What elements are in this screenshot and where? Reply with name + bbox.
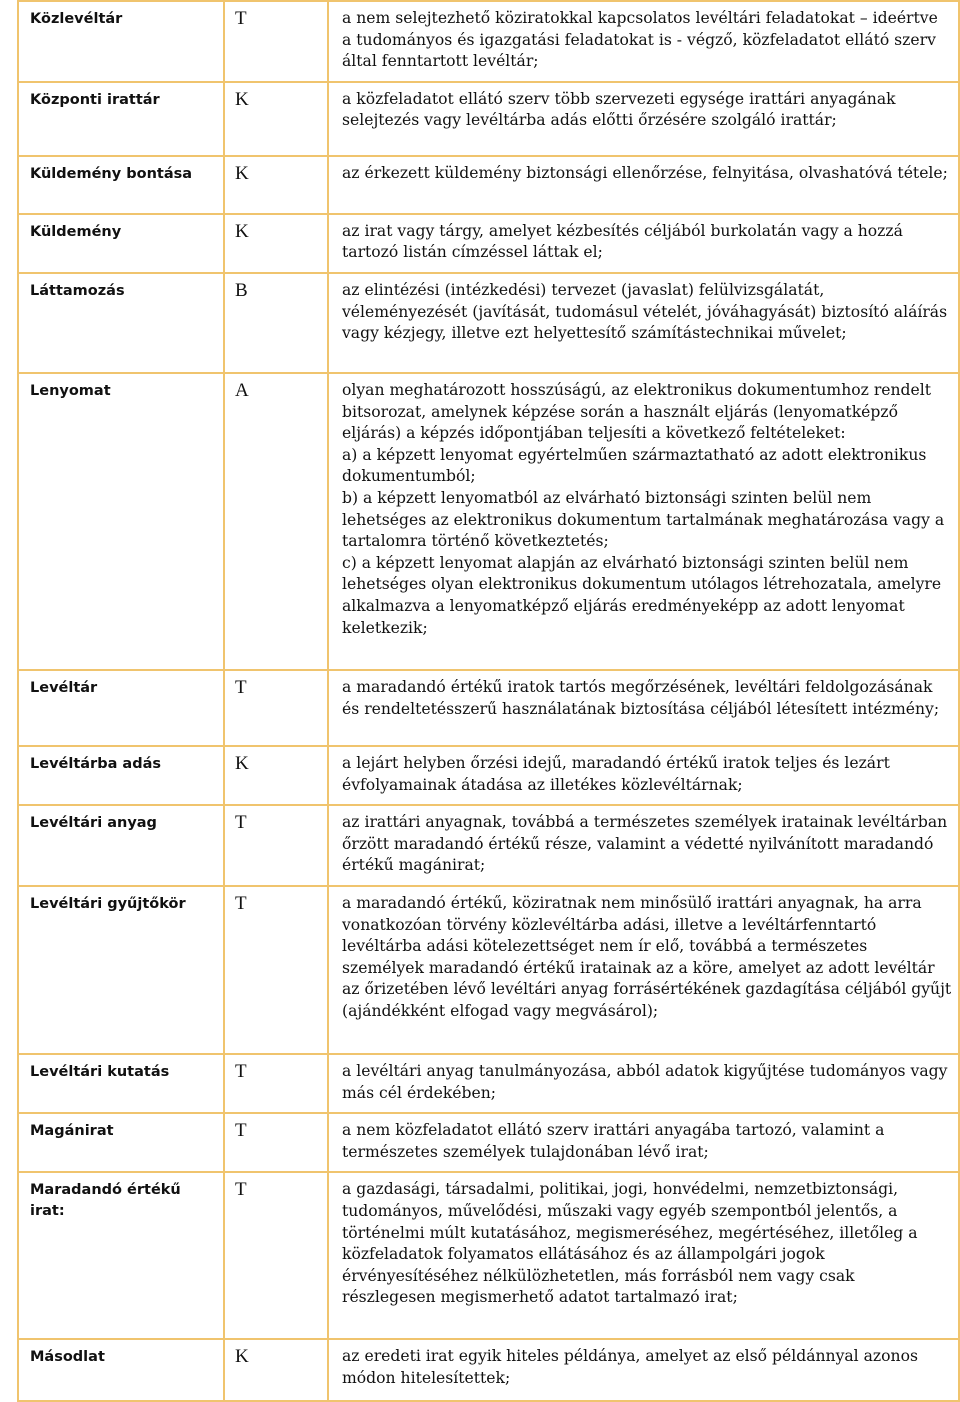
code-cell: K [224, 82, 328, 156]
code-cell: K [224, 1339, 328, 1401]
term-cell: Láttamozás [18, 273, 224, 373]
code-cell: T [224, 886, 328, 1054]
definition-cell [328, 214, 959, 273]
definition-text: az érkezett küldemény biztonsági ellenőrzése, felnyitása, olvashatóvá tétele; [342, 163, 948, 182]
term-cell: Másodlat [18, 1339, 224, 1401]
term-cell: Levéltár [18, 670, 224, 746]
definition-text: olyan meghatározott hosszúságú, az elektronikus dokumentumhoz rendelt bitsorozat, amelynek képzése során a használt eljárás (lenyomatképző eljárás) a képzés időpontjában teljesíti a következő feltételeket: [342, 380, 932, 443]
definition-text: a közfeladatot ellátó szerv több szervezeti egysége irattári anyagának selejtezés vagy levéltárba adás előtti őrzésére szolgáló irattár; [342, 89, 896, 130]
term-cell: Levéltári anyag [18, 805, 224, 886]
definition-text: b) a képzett lenyomatból az elvárható biztonsági szinten belül nem lehetséges az elektronikus dokumentum tartalmának meghatározása vagy a tartalomra történő következtetés; [342, 488, 945, 551]
definition-text: a) a képzett lenyomat egyértelműen származtatható az adott elektronikus dokumentumból; [342, 445, 927, 486]
term-cell: Levéltári kutatás [18, 1054, 224, 1113]
table-row [18, 1054, 959, 1113]
term-cell: Lenyomat [18, 373, 224, 670]
code-cell: K [224, 746, 328, 805]
table-row [18, 373, 959, 670]
definition-text: a nem selejtezhető köziratokkal kapcsolatos levéltári feladatokat – ideértve a tudományos és igazgatási feladatokat is - végző, közfeladatot ellátó szerv által fenntartott levéltár; [342, 9, 938, 71]
table-row [18, 670, 959, 746]
term-cell: Maradandó értékű irat: [18, 1172, 224, 1339]
code-cell: K [224, 156, 328, 214]
definition-cell [328, 886, 959, 1054]
definition-cell [328, 156, 959, 214]
definition-cell [328, 1339, 959, 1401]
code-cell: A [224, 373, 328, 670]
definition-cell [328, 670, 959, 746]
table-row [18, 805, 959, 886]
code-cell: T [224, 1172, 328, 1339]
code-cell: K [224, 214, 328, 273]
code-cell: T [224, 1, 328, 82]
code-cell: T [224, 1113, 328, 1172]
term-cell: Levéltárba adás [18, 746, 224, 805]
definition-text: a lejárt helyben őrzési idejű, maradandó értékű iratok teljes és lezárt évfolyamainak átadása az illetékes közlevéltárnak; [342, 753, 890, 794]
term-cell: Küldemény bontása [18, 156, 224, 214]
term-cell: Központi irattár [18, 82, 224, 156]
definition-cell [328, 746, 959, 805]
definition-cell [328, 1054, 959, 1113]
definition-text: az elintézési (intézkedési) tervezet (javaslat) felülvizsgálatát, véleményezését (javítását, tudomásul vételét, jóváhagyását) biztosító aláírás vagy kézjegy, illetve ezt helyettesítő számítástechnikai művelet; [342, 280, 948, 343]
table-row [18, 156, 959, 214]
definition-cell [328, 373, 959, 670]
definition-text: a nem közfeladatot ellátó szerv irattári anyagába tartozó, valamint a természetes személyek tulajdonában lévő irat; [342, 1121, 885, 1161]
definition-cell [328, 1113, 959, 1172]
table-row [18, 273, 959, 373]
code-cell: T [224, 805, 328, 886]
definition-cell [328, 82, 959, 156]
table-row [18, 1, 959, 82]
definition-text: a maradandó értékű iratok tartós megőrzésének, levéltári feldolgozásának és rendeltetésszerű használatának biztosítása céljából létesített intézmény; [342, 677, 940, 718]
definition-text: az irattári anyagnak, továbbá a természetes személyek iratainak levéltárban őrzött maradandó értékű része, valamint a védetté nyilvánított maradandó értékű magánirat; [342, 813, 948, 875]
definition-text: a maradandó értékű, köziratnak nem minősülő irattári anyagnak, ha arra vonatkozóan törvény közlevéltárba adási, illetve a levéltárfenntartó levéltárba adási kötelezettséget nem ír elő, továbbá a természetes személyek maradandó értékű iratainak az a köre, amelyet az adott levéltár az őrizetében lévő levéltári anyag forrásértékének gazdagítása céljából gyűjt (ajándékként elfogad vagy megvásárol); [342, 893, 952, 1020]
definition-cell [328, 1172, 959, 1339]
term-cell: Közlevéltár [18, 1, 224, 82]
table-row [18, 1113, 959, 1172]
definition-text: a gazdasági, társadalmi, politikai, jogi, honvédelmi, nemzetbiztonsági, tudományos, művelődési, műszaki vagy egyéb szempontból jelentős, a történelmi múlt kutatásához, megismeréséhez, megértéséhez, illetőleg a közfeladatok folyamatos ellátásához és az állampolgári jogok érvényesítéséhez nélkülözhetetlen, más forrásból nem vagy csak részlegesen megismerhető adatot tartalmazó irat; [342, 1180, 918, 1307]
term-cell: Magánirat [18, 1113, 224, 1172]
term-cell: Küldemény [18, 214, 224, 273]
term-cell: Levéltári gyűjtőkör [18, 886, 224, 1054]
glossary-body [18, 1, 959, 1401]
table-row [18, 1172, 959, 1339]
code-cell: B [224, 273, 328, 373]
code-cell: T [224, 670, 328, 746]
definition-cell [328, 273, 959, 373]
table-row [18, 746, 959, 805]
definition-cell [328, 805, 959, 886]
definition-cell [328, 1, 959, 82]
table-row [18, 1339, 959, 1401]
definition-text: c) a képzett lenyomat alapján az elvárható biztonsági szinten belül nem lehetséges olyan elektronikus dokumentum utólagos létrehozatala, amelyre alkalmazva a lenyomatképző eljárás eredményeképp az adott lenyomat keletkezik; [342, 553, 942, 637]
table-row [18, 886, 959, 1054]
definition-text: az irat vagy tárgy, amelyet kézbesítés céljából burkolatán vagy a hozzá tartozó listán címzéssel láttak el; [342, 221, 903, 262]
code-cell: T [224, 1054, 328, 1113]
table-row [18, 82, 959, 156]
glossary-table [17, 0, 960, 1402]
definition-text: az eredeti irat egyik hiteles példánya, amelyet az első példánnyal azonos módon hitelesítettek; [342, 1347, 918, 1387]
definition-text: a levéltári anyag tanulmányozása, abból adatok kigyűjtése tudományos vagy más cél érdekében; [342, 1061, 948, 1102]
table-row [18, 214, 959, 273]
